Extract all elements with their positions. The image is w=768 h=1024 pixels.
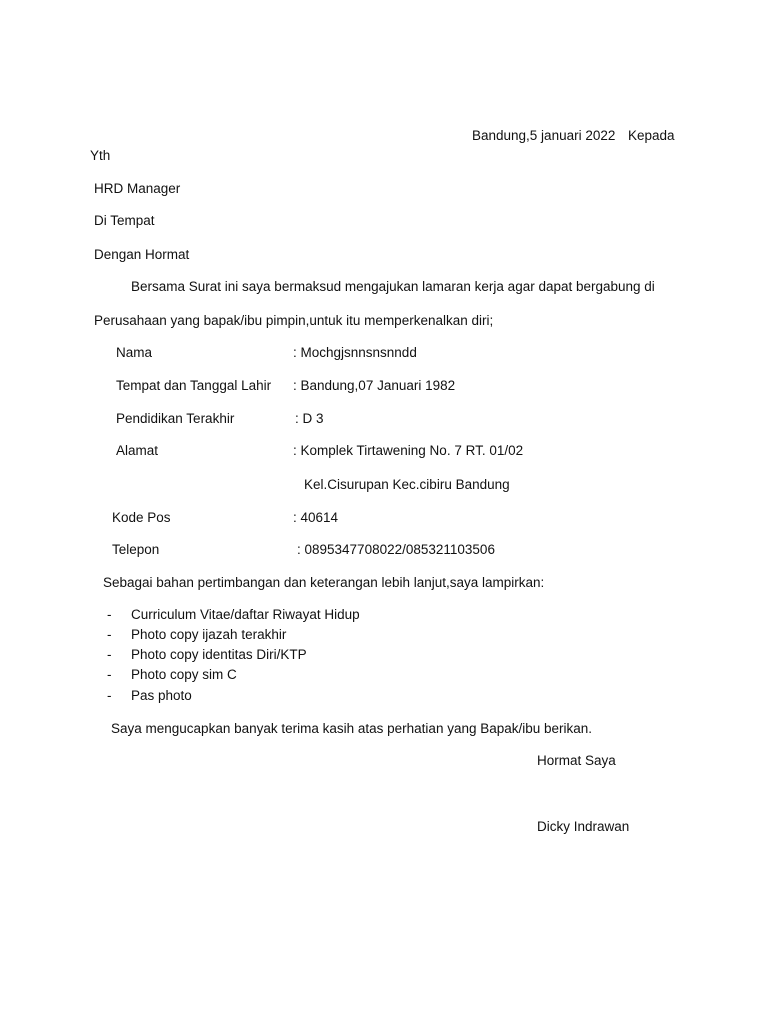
- greeting-label: Dengan Hormat: [94, 247, 190, 262]
- field-value-pendidikan: : D 3: [295, 411, 324, 426]
- list-item-bullet: -: [107, 607, 112, 622]
- list-item-bullet: -: [107, 688, 112, 703]
- signature-name: Dicky Indrawan: [537, 819, 630, 834]
- recipient-label: HRD Manager: [94, 181, 181, 196]
- list-item: Photo copy identitas Diri/KTP: [131, 647, 307, 662]
- field-value-alamat: : Komplek Tirtawening No. 7 RT. 01/02: [293, 443, 524, 458]
- field-label-telepon: Telepon: [112, 542, 160, 557]
- list-item: Photo copy sim C: [131, 667, 237, 682]
- field-label-pendidikan: Pendidikan Terakhir: [116, 411, 235, 426]
- intro-line-1: Bersama Surat ini saya bermaksud mengajukan lamaran kerja agar dapat bergabung di: [131, 279, 655, 294]
- list-item: Pas photo: [131, 688, 192, 703]
- field-value-alamat-line2: Kel.Cisurupan Kec.cibiru Bandung: [304, 477, 510, 492]
- place-label: Di Tempat: [94, 213, 155, 228]
- date-line: Bandung,5 januari 2022: [472, 128, 616, 143]
- field-value-telepon: : 0895347708022/085321103506: [297, 542, 495, 557]
- list-item: Curriculum Vitae/daftar Riwayat Hidup: [131, 607, 360, 622]
- list-item-bullet: -: [107, 647, 112, 662]
- regards-label: Hormat Saya: [537, 753, 616, 768]
- field-label-ttl: Tempat dan Tanggal Lahir: [116, 378, 272, 393]
- intro-line-2: Perusahaan yang bapak/ibu pimpin,untuk itu memperkenalkan diri;: [94, 313, 494, 328]
- yth-label: Yth: [90, 148, 111, 163]
- closing-line: Saya mengucapkan banyak terima kasih atas perhatian yang Bapak/ibu berikan.: [111, 721, 593, 736]
- field-value-ttl: : Bandung,07 Januari 1982: [293, 378, 456, 393]
- field-value-kodepos: : 40614: [293, 510, 339, 525]
- list-item-bullet: -: [107, 667, 112, 682]
- attachments-intro: Sebagai bahan pertimbangan dan keterangan lebih lanjut,saya lampirkan:: [103, 575, 545, 590]
- field-value-nama: : Mochgjsnnsnsnndd: [293, 345, 417, 360]
- kepada-label: Kepada: [628, 128, 675, 143]
- list-item: Photo copy ijazah terakhir: [131, 627, 287, 642]
- field-label-nama: Nama: [116, 345, 153, 360]
- list-item-bullet: -: [107, 627, 112, 642]
- field-label-kodepos: Kode Pos: [112, 510, 171, 525]
- field-label-alamat: Alamat: [116, 443, 159, 458]
